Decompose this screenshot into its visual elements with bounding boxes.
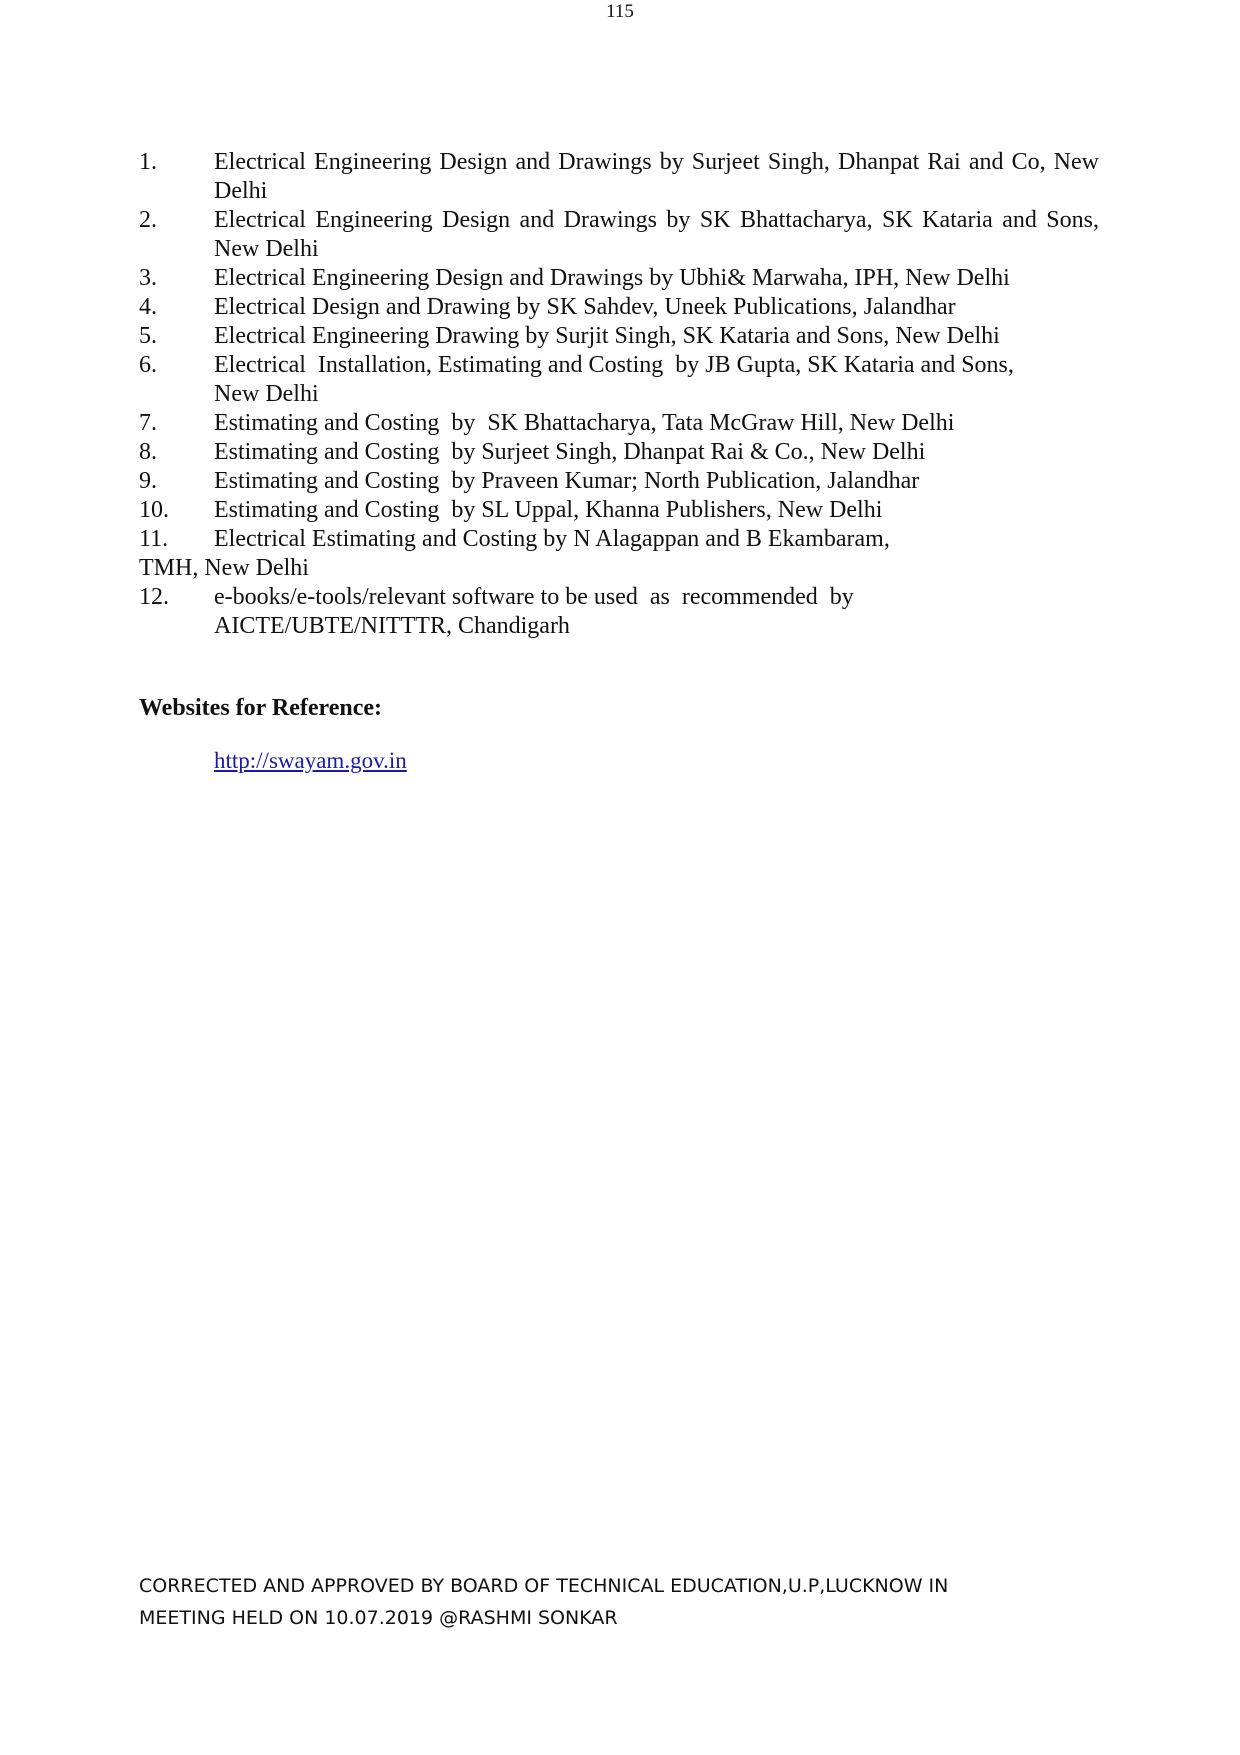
- reference-item: [139, 496, 1099, 525]
- reference-text: Electrical Estimating and Costing by N Alagappan and B Ekambaram, TMH, New Delhi: [139, 526, 890, 581]
- reference-number: 9.: [139, 468, 157, 494]
- reference-item: [139, 438, 1099, 467]
- reference-text: Estimating and Costing by Surjeet Singh, Dhanpat Rai & Co., New Delhi: [214, 439, 926, 465]
- reference-item: [139, 293, 1099, 322]
- reference-item: [139, 467, 1099, 496]
- reference-text: Electrical Engineering Design and Drawings by Ubhi& Marwaha, IPH, New Delhi: [214, 265, 1010, 291]
- reference-text: e-books/e-tools/relevant software to be used as recommended by AICTE/UBTE/NITTTR, Chandigarh: [214, 584, 859, 639]
- reference-text: Electrical Engineering Design and Drawings by SK Bhattacharya, SK Kataria and Sons, New Delhi: [214, 207, 1099, 262]
- reference-number: 1.: [139, 149, 157, 175]
- reference-number: 2.: [139, 207, 157, 233]
- reference-number: 4.: [139, 294, 157, 320]
- reference-item: [139, 322, 1099, 351]
- reference-text: Electrical Engineering Design and Drawings by Surjeet Singh, Dhanpat Rai and Co, New Delhi: [214, 149, 1099, 204]
- reference-text: Estimating and Costing by SK Bhattacharya, Tata McGraw Hill, New Delhi: [214, 410, 955, 436]
- reference-item: [139, 206, 1099, 264]
- reference-item: [139, 148, 1099, 206]
- website-link[interactable]: http://swayam.gov.in: [214, 748, 407, 773]
- reference-text: Estimating and Costing by Praveen Kumar; North Publication, Jalandhar: [214, 468, 920, 494]
- reference-item: [139, 525, 1099, 583]
- reference-list: [139, 148, 1099, 641]
- reference-number: 8.: [139, 439, 157, 465]
- reference-item: [139, 583, 1099, 641]
- page-number: 115: [606, 1, 634, 22]
- reference-text: Electrical Installation, Estimating and Costing by JB Gupta, SK Kataria and Sons, New Delhi: [214, 352, 1020, 407]
- footer-line: MEETING HELD ON 10.07.2019 @RASHMI SONKAR: [139, 1607, 618, 1629]
- footer-line: CORRECTED AND APPROVED BY BOARD OF TECHNICAL EDUCATION,U.P,LUCKNOW IN: [139, 1575, 949, 1597]
- reference-item: [139, 351, 1099, 409]
- reference-item: [139, 264, 1099, 293]
- reference-text: Electrical Engineering Drawing by Surjit Singh, SK Kataria and Sons, New Delhi: [214, 323, 1000, 349]
- reference-text: Electrical Design and Drawing by SK Sahdev, Uneek Publications, Jalandhar: [214, 294, 956, 320]
- reference-item: [139, 409, 1099, 438]
- reference-number: 10.: [139, 497, 169, 523]
- websites-heading: Websites for Reference:: [139, 695, 383, 721]
- reference-number: 6.: [139, 352, 157, 378]
- reference-number: 11.: [139, 526, 169, 552]
- reference-text: Estimating and Costing by SL Uppal, Khanna Publishers, New Delhi: [214, 497, 883, 523]
- reference-number: 3.: [139, 265, 157, 291]
- footer: [139, 1570, 1099, 1634]
- reference-number: 5.: [139, 323, 157, 349]
- reference-number: 7.: [139, 410, 157, 436]
- reference-number: 12.: [139, 584, 169, 610]
